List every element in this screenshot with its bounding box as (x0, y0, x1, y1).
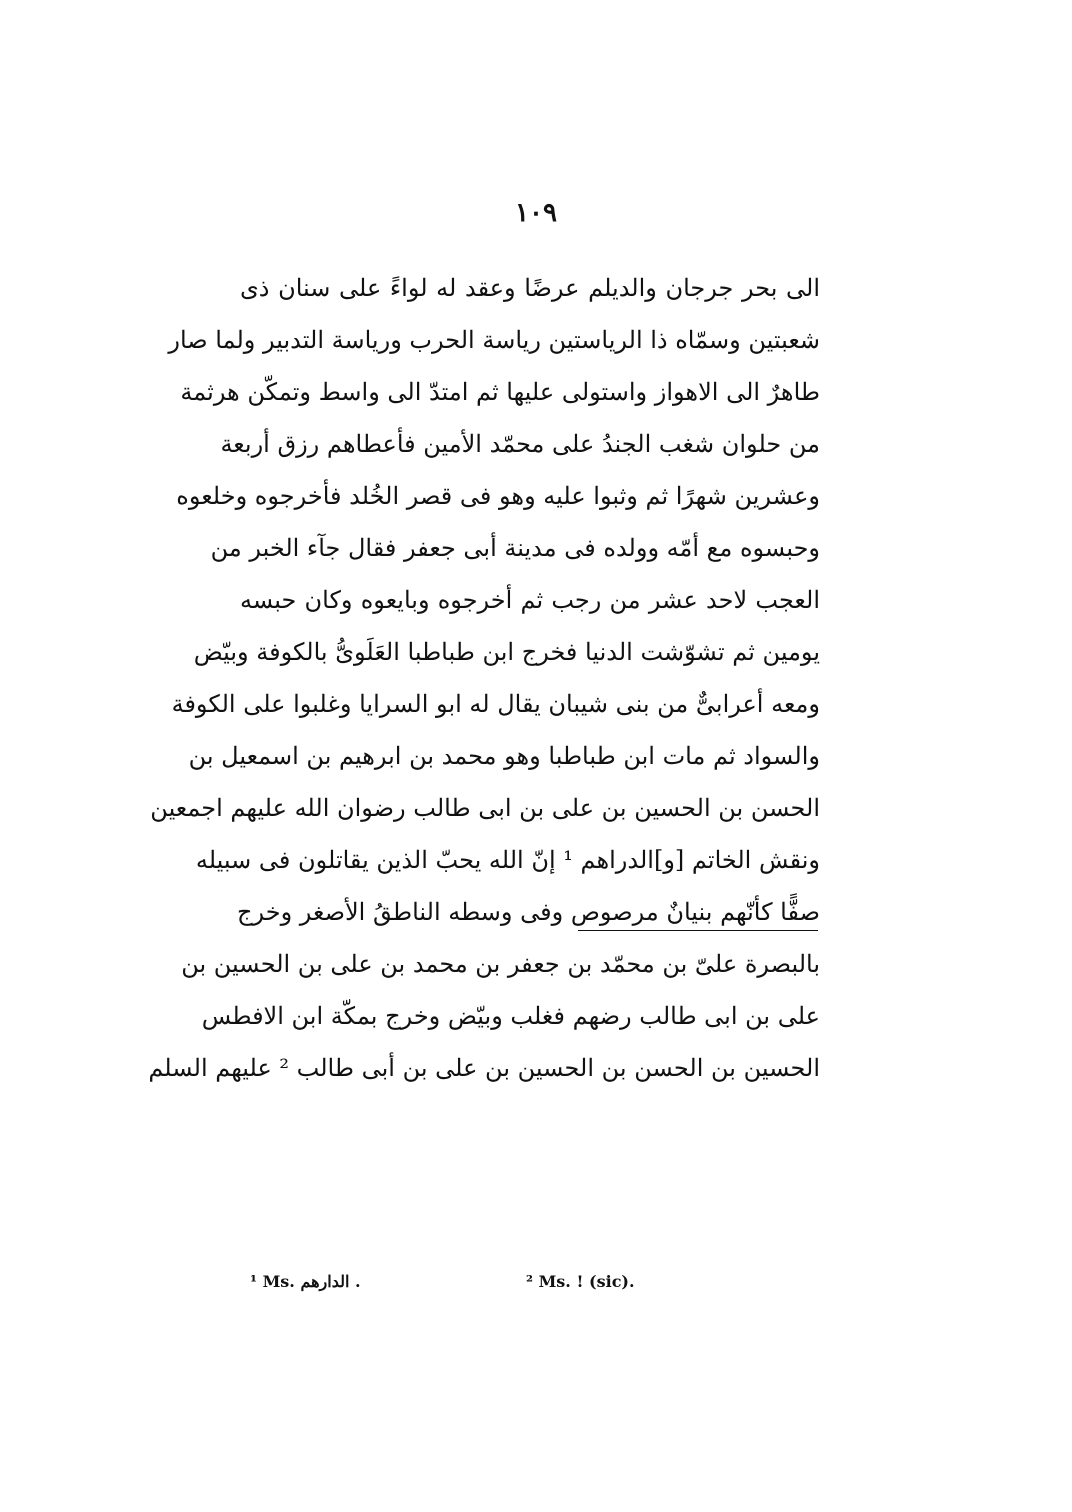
text-line: يومين ثم تشوّشت الدنيا فخرج ابن طباطبا العَلَوىُّ بالكوفة وبيّض (193, 638, 820, 666)
text-line: وعشرين شهرًا ثم وثبوا عليه وهو فى قصر الخُلد فأخرجوه وخلعوه (176, 482, 820, 510)
text-line: طاهرٌ الى الاهواز واستولى عليها ثم امتدّ الى واسط وتمكّن هرثمة (180, 378, 820, 406)
text-line: ونقش الخاتم [و]الدراهم ¹ إنّ الله يحبّ الذين يقاتلون فى سبيله (195, 846, 820, 874)
text-line: صفًّا كأنّهم بنيانٌ مرصوص وفى وسطه الناطقُ الأصغر وخرج (237, 898, 820, 926)
body-text (148, 262, 820, 1094)
footnote-2: ² Ms. ! (sic). (526, 1272, 635, 1291)
text-line: بالبصرة علىّ بن محمّد بن جعفر بن محمد بن على بن الحسين بن (181, 950, 820, 978)
text-line: العجب لاحد عشر من رجب ثم أخرجوه وبايعوه وكان حبسه (240, 586, 820, 614)
text-line: شعبتين وسمّاه ذا الرياستين رياسة الحرب ورياسة التدبير ولما صار (168, 326, 820, 354)
text-line: الحسين بن الحسن بن الحسين بن على بن أبى طالب ² عليهم السلم (148, 1054, 820, 1082)
text-line: على بن ابى طالب رضهم فغلب وبيّض وخرج بمكّة ابن الافطس (201, 1002, 820, 1030)
page-number: ١٠٩ (515, 198, 557, 228)
text-line: ومعه أعرابىٌّ من بنى شيبان يقال له ابو السرايا وغلبوا على الكوفة (171, 690, 820, 718)
text-line: الحسن بن الحسين بن على بن ابى طالب رضوان الله عليهم اجمعين (150, 794, 820, 822)
text-line: وحبسوه مع أمّه وولده فى مدينة أبى جعفر فقال جآء الخبر من (210, 534, 820, 562)
underline-rule (578, 930, 818, 931)
text-line: الى بحر جرجان والديلم عرضًا وعقد له لواءً على سنان ذى (240, 274, 820, 302)
footnote-1: ¹ Ms. الدارهم . (250, 1272, 361, 1291)
text-line: من حلوان شغب الجندُ على محمّد الأمين فأعطاهم رزق أربعة (220, 430, 820, 458)
text-line: والسواد ثم مات ابن طباطبا وهو محمد بن ابرهيم بن اسمعيل بن (188, 742, 820, 770)
footnotes (250, 1272, 670, 1302)
